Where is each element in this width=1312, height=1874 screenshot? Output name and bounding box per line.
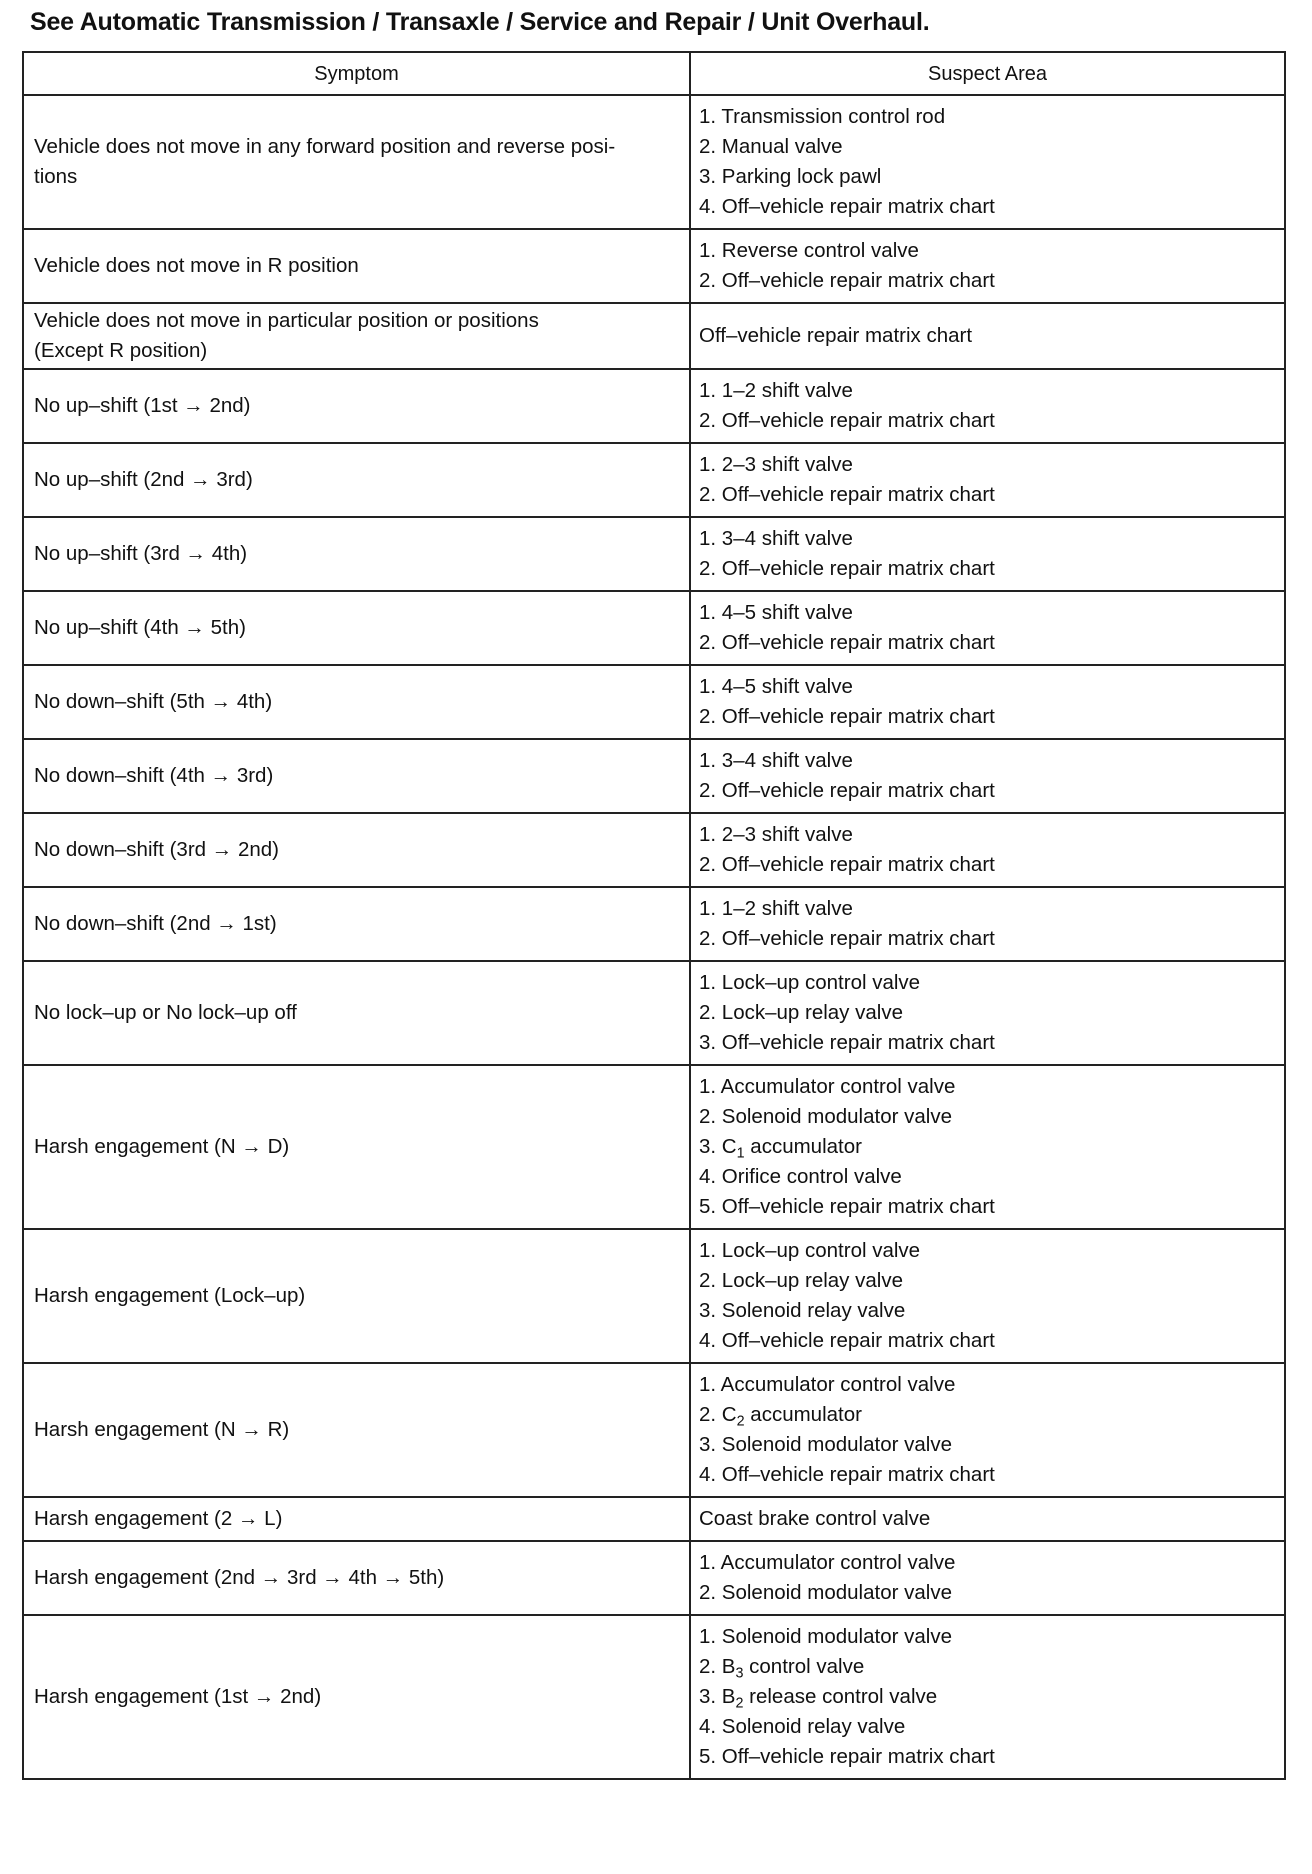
suspect-area-item: 2. $B_3$ control valve	[699, 1655, 865, 1682]
suspect-area-item: 1. 3–4 shift valve	[699, 527, 853, 550]
suspect-area-item: 3. Off–vehicle repair matrix chart	[699, 1031, 995, 1054]
symptom-cell	[23, 517, 690, 591]
suspect-area-item: 1. 1–2 shift valve	[699, 897, 853, 920]
symptom-cell	[23, 95, 690, 229]
symptom-table	[22, 51, 1286, 1780]
suspect-area-item: 1. 1–2 shift valve	[699, 379, 853, 402]
suspect-area-cell	[690, 1229, 1285, 1363]
symptom-text: No up–shift (4th → 5th)	[34, 616, 246, 639]
suspect-area-item: Coast brake control valve	[699, 1507, 931, 1530]
table-row	[23, 303, 1285, 369]
suspect-area-cell	[690, 961, 1285, 1065]
table-row	[23, 665, 1285, 739]
suspect-area-item: 2. Off–vehicle repair matrix chart	[699, 927, 995, 950]
suspect-area-item: 1. Accumulator control valve	[699, 1075, 956, 1098]
suspect-area-item: 1. 4–5 shift valve	[699, 675, 853, 698]
suspect-area-item: 2. Off–vehicle repair matrix chart	[699, 409, 995, 432]
symptom-cell	[23, 1497, 690, 1541]
table-row	[23, 229, 1285, 303]
symptom-text: Harsh engagement (N → D)	[34, 1135, 290, 1158]
table-row	[23, 1615, 1285, 1779]
suspect-area-item: 1. Accumulator control valve	[699, 1373, 956, 1396]
symptom-text: Harsh engagement (2nd → 3rd → 4th → 5th)	[34, 1566, 445, 1589]
symptom-text: No up–shift (1st → 2nd)	[34, 394, 251, 417]
symptom-cell	[23, 1363, 690, 1497]
table-row	[23, 961, 1285, 1065]
table-row	[23, 887, 1285, 961]
symptom-text: Vehicle does not move in particular position or positions	[34, 309, 539, 332]
symptom-cell	[23, 739, 690, 813]
table-row	[23, 591, 1285, 665]
symptom-cell	[23, 369, 690, 443]
symptom-cell	[23, 887, 690, 961]
symptom-cell	[23, 961, 690, 1065]
suspect-area-item: 4. Orifice control valve	[699, 1165, 902, 1188]
symptom-text: No up–shift (2nd → 3rd)	[34, 468, 253, 491]
suspect-area-cell	[690, 1541, 1285, 1615]
suspect-area-column-header: Suspect Area	[690, 52, 1285, 95]
suspect-area-item: 1. 4–5 shift valve	[699, 601, 853, 624]
suspect-area-cell	[690, 887, 1285, 961]
suspect-area-item: 4. Off–vehicle repair matrix chart	[699, 195, 995, 218]
suspect-area-item: 2. Off–vehicle repair matrix chart	[699, 557, 995, 580]
suspect-area-item: 3. Solenoid relay valve	[699, 1299, 906, 1322]
suspect-area-item: 1. Transmission control rod	[699, 105, 946, 128]
suspect-area-item: 2. Off–vehicle repair matrix chart	[699, 631, 995, 654]
suspect-area-item: 2. Manual valve	[699, 135, 843, 158]
suspect-area-item: 5. Off–vehicle repair matrix chart	[699, 1195, 995, 1218]
table-row	[23, 1363, 1285, 1497]
suspect-area-cell	[690, 303, 1285, 369]
table-row	[23, 369, 1285, 443]
table-row	[23, 517, 1285, 591]
symptom-text: tions	[34, 165, 78, 188]
symptom-text: Vehicle does not move in any forward position and reverse posi-	[34, 135, 616, 158]
suspect-area-item: 2. Lock–up relay valve	[699, 1269, 903, 1292]
suspect-area-cell	[690, 1363, 1285, 1497]
suspect-area-cell	[690, 739, 1285, 813]
suspect-area-item: 2. Off–vehicle repair matrix chart	[699, 705, 995, 728]
suspect-area-item: 5. Off–vehicle repair matrix chart	[699, 1745, 995, 1768]
suspect-area-item: 2. Off–vehicle repair matrix chart	[699, 779, 995, 802]
table-row	[23, 1497, 1285, 1541]
table-row	[23, 1065, 1285, 1229]
suspect-area-item: 3. Parking lock pawl	[699, 165, 882, 188]
suspect-area-item: 3. Solenoid modulator valve	[699, 1433, 952, 1456]
symptom-text: No down–shift (4th → 3rd)	[34, 764, 274, 787]
symptom-text: No up–shift (3rd → 4th)	[34, 542, 248, 565]
suspect-area-item: 2. Off–vehicle repair matrix chart	[699, 853, 995, 876]
suspect-area-item: 2. Off–vehicle repair matrix chart	[699, 269, 995, 292]
suspect-area-item: 1. Reverse control valve	[699, 239, 919, 262]
symptom-cell	[23, 813, 690, 887]
symptom-cell	[23, 1065, 690, 1229]
suspect-area-cell	[690, 517, 1285, 591]
suspect-area-cell	[690, 443, 1285, 517]
suspect-area-cell	[690, 1615, 1285, 1779]
suspect-area-cell	[690, 591, 1285, 665]
suspect-area-item: 1. 2–3 shift valve	[699, 823, 853, 846]
suspect-area-item: 2. Solenoid modulator valve	[699, 1105, 952, 1128]
suspect-area-cell	[690, 665, 1285, 739]
table-row	[23, 95, 1285, 229]
suspect-area-item: 3. $B_2$ release control valve	[699, 1685, 938, 1712]
symptom-text: (Except R position)	[34, 339, 208, 362]
symptom-text: Harsh engagement (Lock–up)	[34, 1284, 306, 1307]
suspect-area-cell	[690, 229, 1285, 303]
suspect-area-item: 2. Lock–up relay valve	[699, 1001, 903, 1024]
suspect-area-cell	[690, 95, 1285, 229]
symptom-cell	[23, 303, 690, 369]
suspect-area-item: 4. Off–vehicle repair matrix chart	[699, 1463, 995, 1486]
symptom-text: Harsh engagement (N → R)	[34, 1418, 290, 1441]
suspect-area-cell	[690, 369, 1285, 443]
suspect-area-item: 4. Off–vehicle repair matrix chart	[699, 1329, 995, 1352]
suspect-area-item: 1. Accumulator control valve	[699, 1551, 956, 1574]
symptom-text: Vehicle does not move in R position	[34, 254, 359, 277]
symptom-text: No down–shift (2nd → 1st)	[34, 912, 277, 935]
table-header-row	[23, 52, 1285, 95]
table-row	[23, 739, 1285, 813]
table-row	[23, 443, 1285, 517]
suspect-area-item: 2. Solenoid modulator valve	[699, 1581, 952, 1604]
table-body	[23, 95, 1285, 1779]
suspect-area-item: 1. Lock–up control valve	[699, 971, 921, 994]
suspect-area-item: 1. 2–3 shift valve	[699, 453, 853, 476]
table-row	[23, 813, 1285, 887]
suspect-area-item: 1. Lock–up control valve	[699, 1239, 921, 1262]
suspect-area-cell	[690, 813, 1285, 887]
symptom-cell	[23, 1541, 690, 1615]
table-row	[23, 1229, 1285, 1363]
symptom-cell	[23, 1615, 690, 1779]
suspect-area-item: 3. $C_1$ accumulator	[699, 1135, 862, 1162]
symptom-cell	[23, 665, 690, 739]
suspect-area-item: 2. $C_2$ accumulator	[699, 1403, 862, 1430]
table-row	[23, 1541, 1285, 1615]
symptom-cell	[23, 1229, 690, 1363]
suspect-area-item: 1. 3–4 shift valve	[699, 749, 853, 772]
suspect-area-item: 4. Solenoid relay valve	[699, 1715, 906, 1738]
symptom-text: Harsh engagement (1st → 2nd)	[34, 1685, 322, 1708]
symptom-text: Harsh engagement (2 → L)	[34, 1507, 283, 1530]
suspect-area-item: 2. Off–vehicle repair matrix chart	[699, 483, 995, 506]
symptom-text: No lock–up or No lock–up off	[34, 1001, 297, 1024]
suspect-area-cell	[690, 1065, 1285, 1229]
symptom-text: No down–shift (5th → 4th)	[34, 690, 273, 713]
symptom-column-header: Symptom	[23, 52, 690, 95]
page-title: See Automatic Transmission / Transaxle / Service and Repair / Unit Overhaul.	[30, 8, 930, 36]
symptom-cell	[23, 229, 690, 303]
suspect-area-item: Off–vehicle repair matrix chart	[699, 324, 973, 347]
symptom-text: No down–shift (3rd → 2nd)	[34, 838, 279, 861]
symptom-cell	[23, 443, 690, 517]
suspect-area-cell	[690, 1497, 1285, 1541]
suspect-area-item: 1. Solenoid modulator valve	[699, 1625, 952, 1648]
symptom-cell	[23, 591, 690, 665]
